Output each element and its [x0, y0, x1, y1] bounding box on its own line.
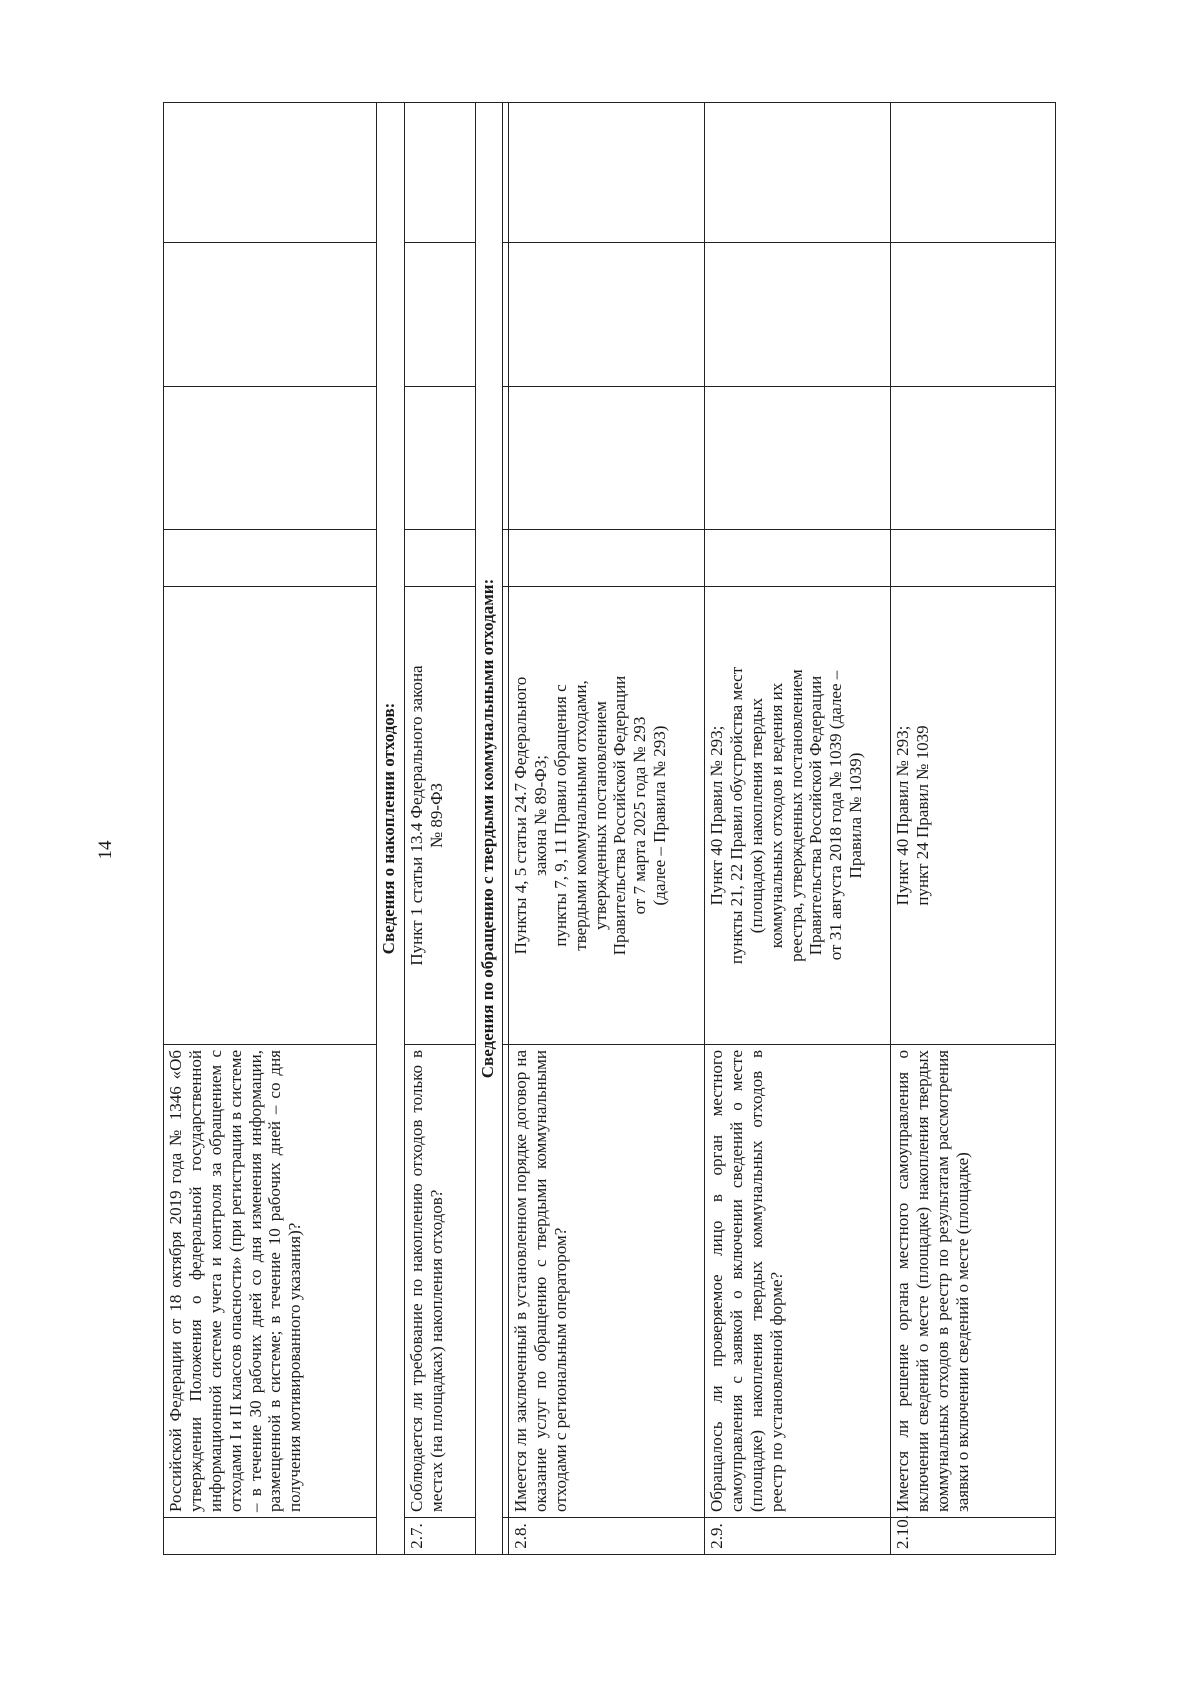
- answer-cell: [891, 530, 1056, 587]
- legal-reference-line: № 89-ФЗ: [426, 782, 446, 849]
- legal-reference-line: реестра, утвержденных постановлением: [786, 669, 806, 962]
- row-number: 2.7.: [405, 1518, 476, 1555]
- legal-reference-line: от 7 марта 2025 года № 293: [630, 716, 650, 915]
- question-cell: Российской Федерации от 18 октября 2019 года № 1346 «Об утверждении Положения о федеральной государственной информационной системе учета и контроля за обращением с отходами I и II классов опасности» (при регистрации в системе – в течение 30 рабочих дней со дня изменения информации, размещенной в системе; в течение 10 рабочих дней – со дня получения мотивированного указания)?: [164, 1045, 377, 1518]
- legal-reference-line: (площадок) накопления твердых: [746, 697, 766, 934]
- answer-cell: [164, 243, 377, 387]
- legal-reference-line: Правила № 1039): [846, 752, 866, 879]
- answer-cell: [891, 243, 1056, 387]
- legal-reference-line: пункты 7, 9, 11 Правил обращения с: [550, 684, 570, 947]
- table-row-2-10: [891, 103, 1056, 1555]
- answer-cell: [405, 243, 476, 387]
- legal-reference: [705, 587, 891, 1045]
- answer-cell: [509, 387, 705, 530]
- section-heading-row: [377, 103, 405, 1555]
- row-number: 2.8.: [509, 1518, 705, 1555]
- legal-reference-line: твердыми коммунальными отходами,: [570, 680, 590, 951]
- section-heading-msw: Сведения по обращению с твердыми коммунальными отходами:: [476, 103, 503, 1555]
- answer-cell: [891, 387, 1056, 530]
- checklist-table: [163, 102, 1056, 1555]
- legal-reference: [405, 587, 476, 1045]
- answer-cell: [164, 387, 377, 530]
- table-row-continued: [164, 103, 377, 1555]
- legal-reference-line: Пункт 40 Правил № 293;: [707, 725, 726, 906]
- rotated-page-content: [163, 103, 1056, 1555]
- answer-cell: [509, 243, 705, 387]
- page-number: 14: [95, 840, 116, 860]
- question-text: Имеется ли решение органа местного самоуправления о включении сведений о месте (площадке) накопления твердых коммунальных отходов в реестр по результатам рассмотрения заявки о включении сведений о месте (площадке): [891, 1045, 1056, 1518]
- answer-cell: [164, 530, 377, 587]
- legal-reference-line: от 31 августа 2018 года № 1039 (далее –: [826, 670, 846, 961]
- comment-cell: [509, 103, 705, 243]
- question-text: Соблюдается ли требование по накоплению отходов только в местах (на площадках) накопления отходов?: [405, 1045, 476, 1518]
- answer-cell: [705, 387, 891, 530]
- legal-reference-line: Пункт 1 статьи 13.4 Федерального закона: [407, 665, 426, 966]
- row-number-cell: [164, 1518, 377, 1555]
- answer-cell: [405, 530, 476, 587]
- legal-reference-line: Пункты 4, 5 статьи 24.7 Федерального: [511, 676, 530, 955]
- legal-reference-line: пункты 21, 22 Правил обустройства мест: [726, 666, 746, 965]
- section-heading-row: [476, 103, 503, 1555]
- table-row-2-7: [405, 103, 476, 1555]
- legal-reference-line: пункт 24 Правил № 1039: [912, 725, 932, 906]
- comment-cell: [891, 103, 1056, 243]
- answer-cell: [705, 243, 891, 387]
- row-number: 2.10.: [891, 1518, 1056, 1555]
- comment-cell: [405, 103, 476, 243]
- legal-reference-line: коммунальных отходов и ведения их: [766, 682, 786, 949]
- legal-reference: [509, 587, 705, 1045]
- answer-cell: [705, 530, 891, 587]
- legal-reference-line: закона № 89-ФЗ;: [530, 755, 550, 876]
- question-text: Обращалось ли проверяемое лицо в орган местного самоуправления с заявкой о включении сведений о месте (площадке) накопления твердых коммунальных отходов в реестр по установленной форме?: [705, 1045, 891, 1518]
- legal-reference-cell: [164, 587, 377, 1045]
- legal-reference-line: Правительства Российской Федерации: [610, 675, 630, 956]
- comment-cell: [164, 103, 377, 243]
- legal-reference-line: Пункт 40 Правил № 293;: [893, 725, 912, 906]
- legal-reference-line: утвержденных постановлением: [590, 701, 610, 930]
- table-row-2-9: [705, 103, 891, 1555]
- row-number: 2.9.: [705, 1518, 891, 1555]
- answer-cell: [509, 530, 705, 587]
- table-row-2-8: [509, 103, 705, 1555]
- legal-reference-line: Правительства Российской Федерации: [806, 675, 826, 956]
- section-heading-accumulation: Сведения о накоплении отходов:: [377, 103, 405, 1555]
- answer-cell: [405, 387, 476, 530]
- legal-reference: [891, 587, 1056, 1045]
- legal-reference-line: (далее – Правила № 293): [650, 725, 670, 906]
- question-text: Имеется ли заключенный в установленном порядке договор на оказание услуг по обращению с твердыми коммунальными отходами с региональным оператором?: [509, 1045, 705, 1518]
- comment-cell: [705, 103, 891, 243]
